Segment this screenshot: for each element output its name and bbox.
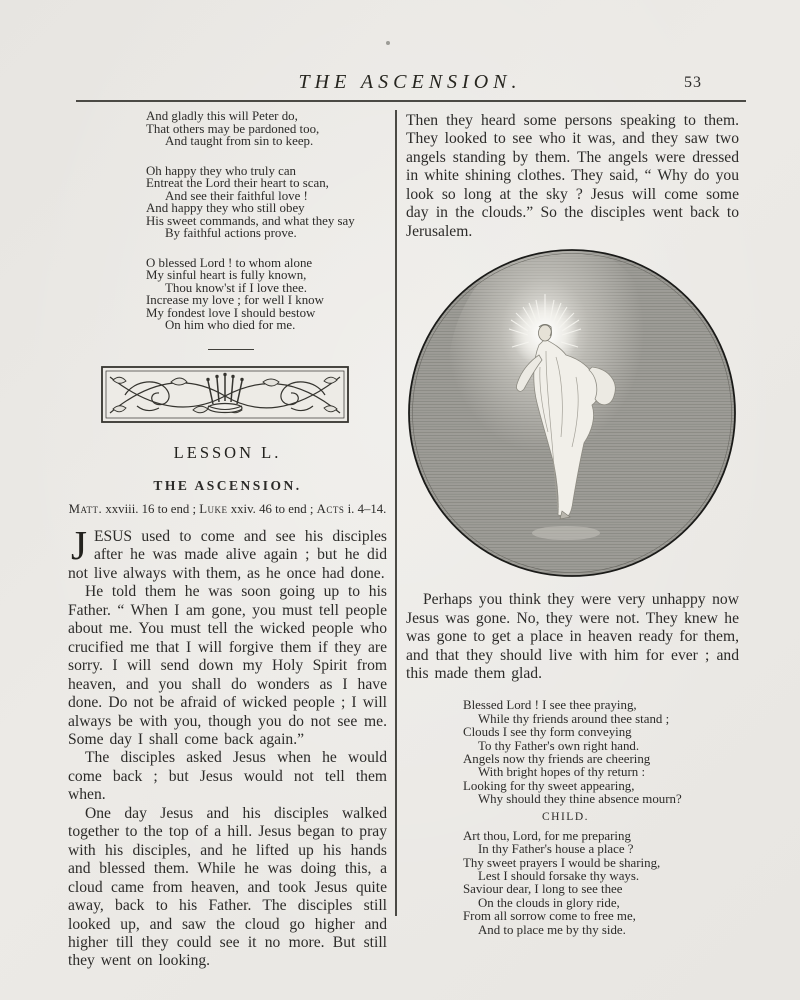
scripture-text: i. 4–14. (344, 502, 387, 516)
body-paragraph (68, 522, 387, 583)
left-column (68, 110, 387, 971)
scripture-book: Acts (316, 502, 345, 516)
ink-speck (386, 41, 390, 45)
section-divider-rule (208, 349, 254, 351)
hymn-line: Increase my love ; for well I know (146, 293, 324, 307)
hymn-line: By faithful actions prove. (165, 226, 297, 240)
body-paragraph: The disciples asked Jesus when he would come back ; but Jesus would not tell them when. (68, 749, 387, 804)
poem-line: Blessed Lord ! I see thee praying, (463, 698, 637, 713)
poem-line: Thy sweet prayers I would be sharing, (463, 855, 661, 870)
hymn-line: And gladly this will Peter do, (146, 109, 298, 123)
hymn-stanza (146, 165, 387, 240)
column-divider-rule (395, 110, 397, 916)
crown-scrollwork-ornament-icon (101, 366, 349, 423)
hymn-line: That others may be pardoned too, (146, 121, 320, 136)
poem-line: Looking for thy sweet appearing, (463, 778, 635, 793)
hymn-line: His sweet commands, and what they say (146, 213, 355, 228)
hymn-line: And see their faithful love ! (165, 188, 308, 203)
poem-line: Why should they thine absence mourn? (478, 792, 682, 807)
child-poem (463, 830, 739, 937)
poem-line: Lest I should forsake thy ways. (478, 868, 640, 883)
lead-word: ESUS (93, 528, 133, 545)
poem-line: With bright hopes of thy return : (478, 765, 646, 780)
hymn-line: O blessed Lord ! to whom alone (146, 255, 313, 270)
child-speaker-label: CHILD. (541, 810, 589, 823)
paragraph-text: used to come and see his disciples after he was made alive again ; but he did not live always with them, as he once had done. (68, 528, 387, 582)
hymn-poem (146, 110, 387, 332)
hymn-line: My fondest love I should bestow (146, 305, 316, 320)
page-number: 53 (684, 74, 702, 91)
hymn-line: On him who died for me. (165, 318, 296, 332)
hymn-line: My sinful heart is fully known, (146, 268, 307, 282)
scripture-reference (68, 502, 387, 517)
hymn-line: And taught from sin to keep. (165, 134, 314, 148)
body-paragraph: He told them he was soon going up to his Father. “ When I am gone, you must tell people about me. You must tell the wicked people who crucified me that I will forgive them if they are sorry. I will send down my Holy Spirit from heaven, and you shall do wonders as I have done. Do not be afraid of wicked people ; I will always be with you, though you do not see me. Some day I shall come back again.” (68, 583, 387, 748)
right-column (406, 110, 739, 937)
running-head-title: THE ASCENSION. (298, 71, 522, 93)
scripture-text: xxiv. 46 to end ; (227, 502, 317, 516)
hymn-stanza (146, 257, 387, 332)
hymn-line: Thou know'st if I love thee. (165, 280, 307, 295)
hymn-line: Oh happy they who truly can (146, 163, 296, 178)
body-paragraph: Perhaps you think they were very unhappy now Jesus was gone. No, they were not. They knew he was gone to get a place in heaven ready for them, and that they should live with him for ever ; and this made them glad. (406, 591, 739, 682)
ascension-illustration-engraving (406, 247, 738, 579)
hymn-line: Entreat the Lord their heart to scan, (146, 176, 329, 190)
scripture-book: Matt. (68, 502, 103, 516)
poem-line: On the clouds in glory ride, (478, 895, 620, 910)
poem-line: Art thou, Lord, for me preparing (463, 828, 631, 843)
body-paragraph: Then they heard some persons speaking to them. They looked to see who it was, and they saw two angels standing by them. The angels were dressed in white shining clothes. They said, “ Why do you look so long at the sky ? Jesus will come some day in the clouds.” So the disciples went back to Jerusalem. (406, 112, 739, 240)
hymn-stanza (146, 110, 387, 148)
drop-cap: J (71, 522, 87, 568)
cloud-wisp (532, 526, 600, 540)
head (539, 325, 552, 341)
lesson-subheading: THE ASCENSION. (153, 478, 302, 493)
closing-poem (463, 699, 739, 806)
poem-line: In thy Father's house a place ? (478, 842, 634, 857)
hymn-line: And happy they who still obey (146, 201, 305, 215)
poem-line: Clouds I see thy form conveying (463, 725, 632, 740)
scripture-book: Luke (199, 502, 228, 516)
scripture-text: xxviii. 16 to end ; (102, 502, 200, 516)
poem-line: To thy Father's own right hand. (478, 738, 640, 753)
poem-line: And to place me by thy side. (478, 922, 626, 937)
poem-line: Angels now thy friends are cheering (463, 752, 651, 767)
poem-line: While thy friends around thee stand ; (478, 711, 670, 726)
poem-line: From all sorrow come to free me, (463, 909, 636, 924)
lesson-heading: LESSON L. (173, 443, 282, 462)
header-rule (76, 100, 746, 102)
poem-line: Saviour dear, I long to see thee (463, 882, 623, 897)
body-paragraph: One day Jesus and his disciples walked together to the top of a hill. Jesus began to pray with his disciples, and he lifted up his hands and blessed them. While he was doing this, a cloud came from heaven, and took Jesus quite away, back to his Father. The disciples still looked up, and saw the cloud go higher and higher till they could see it no more. But still they went on looking. (68, 804, 387, 970)
lesson-body (68, 522, 387, 971)
